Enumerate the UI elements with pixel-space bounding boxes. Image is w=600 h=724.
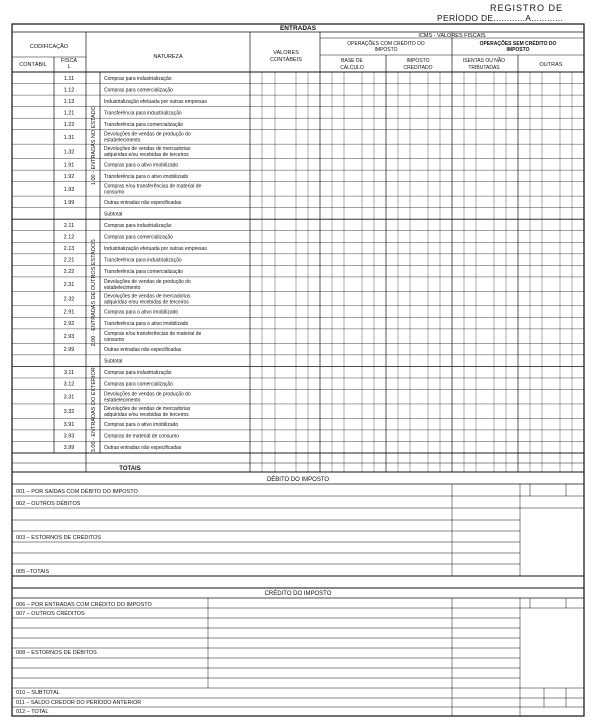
row-description: Devoluções de vendas de mercadorias [104,405,191,412]
base-header-cont: CÁLCULO [340,65,364,71]
sem-credito-header-cont: IMPOSTO [506,47,530,53]
debito-title: DÉBITO DO IMPOSTO [266,477,330,483]
row-code: 3.32 [63,409,75,416]
row-code: 2.92 [63,321,75,328]
row-description: estabelecimento [104,397,141,404]
group-label: 3.00 - ENTRADAS DO EXTERIOR [91,367,97,453]
debito-line-005: 005 –TOTAIS [16,569,50,575]
credito-line-007: 007 – OUTROS CRÉDITOS [16,611,85,617]
base-header: BASE DE [341,58,363,64]
imposto-header-cont: CREDITADO [403,65,433,71]
row-description: Devoluções de vendas de produção do [104,391,191,398]
group-label: 1.00 - ENTRADAS NO ESTADO [91,106,97,186]
row-code: 1.31 [63,134,75,141]
row-description: Industrialização efetuada por outras empresas [104,98,207,105]
row-description: Devoluções de vendas de produção do [104,278,191,285]
imposto-header: IMPOSTO [406,58,430,64]
natureza-header: NATUREZA [153,54,183,60]
row-description: Devoluções de vendas de produção do [104,131,191,138]
group-label: 2.00 - ENTRADAS DE OUTROS ESTADOS [91,239,97,347]
debito-line-001: 001 – POR SAÍDAS COM DÉBITO DO IMPOSTO [16,489,138,495]
row-description: Compras e/ou transferências de material de [104,330,202,337]
row-description: Compras para industrialização [104,222,172,229]
row-description: consumo [104,336,125,343]
row-description: Subtotal [104,211,123,218]
row-code: 1.22 [63,121,75,128]
row-code: 3.31 [63,394,75,401]
row-code: 2.99 [63,347,75,354]
row-description: Devoluções de vendas de mercadorias [104,146,191,153]
contabil-header: CONTÁBIL [19,62,47,68]
debito-line-002: 002 – OUTROS DÉBITOS [16,501,81,507]
row-code: 1.92 [63,173,75,180]
row-description: Compras para comercialização [104,234,173,241]
row-code: 2.11 [63,222,75,229]
entradas-rows [12,76,584,453]
row-code: 2.22 [63,269,75,276]
fiscal-header: FISCA [60,58,78,64]
row-description: Transferência para o ativo imobilizado [104,173,189,180]
row-description: Compras para o ativo imobilizado [104,422,179,429]
codificacao-header: CODIFICAÇÃO [29,44,69,50]
row-code: 1.12 [63,87,75,94]
outras-header: OUTRAS [539,62,563,68]
isentas-header: ISENTAS OU NÃO [462,58,506,64]
com-credito-header-cont: IMPOSTO [374,47,398,53]
row-description: Outras entradas não especificadas [104,347,182,354]
row-code: 2.91 [63,309,75,316]
credito-line-010: 010 – SUBTOTAL [16,690,60,696]
row-description: Outras entradas não especificadas [104,199,182,206]
valores-header: VALORES [273,50,299,56]
row-description: consumo [104,189,125,196]
row-code: 1.13 [63,98,75,105]
row-code: 3.12 [63,381,75,388]
credito-line-006: 006 – POR ENTRADAS COM CRÉDITO DO IMPOSTO [16,602,152,608]
isentas-header-cont: TRIBUTADAS [468,65,500,71]
row-description: estabelecimento [104,137,141,144]
row-code: 3.93 [63,433,75,440]
credito-title: CRÉDITO DO IMPOSTO [264,591,332,597]
period-field[interactable]: PERÍODO DE............A............ [437,13,564,23]
valores-header-cont: CONTÁBEIS [270,57,302,63]
row-code: 2.21 [63,257,75,264]
credito-line-012: 012 – TOTAL [16,709,49,715]
row-description: Compras para o ativo imobilizado [104,309,179,316]
debito-line-003: 003 – ESTORNOS DE CRÉDITOS [16,535,102,541]
row-code: 1.91 [63,162,75,169]
row-code: 1.99 [63,199,75,206]
row-description: adquiridas e/ou recebidas de terceiros [104,152,189,159]
row-code: 1.93 [63,186,75,193]
sem-credito-header: OPERAÇÕES SEM CRÉDITO DO [479,41,557,47]
row-description: Compras para industrialização [104,370,172,377]
row-description: Compras para industrialização [104,75,172,82]
row-description: Transferência para industrialização [104,257,182,264]
com-credito-header: OPERAÇÕES COM CRÉDITO DO [347,41,425,47]
row-description: Outras entradas não especificadas [104,445,182,452]
row-code: 1.21 [63,110,75,117]
row-description: Compras para comercialização [104,381,173,388]
fiscal-header-cont: L [67,64,71,70]
row-description: Industrialização efetuada por outras empresas [104,246,207,253]
credito-line-011: 011 – SALDO CREDOR DO PERÍODO ANTERIOR [16,700,142,706]
row-code: 3.91 [63,422,75,429]
row-description: Compras de material de consumo [104,433,180,440]
row-description: Subtotal [104,358,123,365]
entradas-title: ENTRADAS [279,25,317,32]
row-description: estabelecimento [104,284,141,291]
row-description: Transferência para industrialização [104,110,182,117]
row-description: Transferência para comercialização [104,121,184,128]
row-code: 2.32 [63,296,75,303]
form-title: REGISTRO DE [490,3,564,13]
row-description: adquiridas e/ou recebidas de terceiros [104,299,189,306]
totais-label: TOTAIS [119,466,141,472]
row-description: Transferência para comercialização [104,269,184,276]
credito-line-008: 008 – ESTORNOS DE DÉBITOS [16,650,97,656]
row-code: 2.13 [63,246,75,253]
row-description: adquiridas e/ou recebidas de terceiros [104,411,189,418]
row-description: Compras e/ou transferências de material de [104,183,202,190]
row-code: 1.32 [63,149,75,156]
icms-title: ICMS - VALORES FISCAIS [418,33,486,39]
row-code: 2.12 [63,234,75,241]
row-code: 2.31 [63,282,75,289]
row-description: Compras para o ativo imobilizado [104,162,179,169]
row-description: Devoluções de vendas de mercadorias [104,293,191,300]
form-frame [12,24,584,716]
row-code: 3.99 [63,445,75,452]
row-code: 3.11 [63,370,75,377]
row-description: Compras para comercialização [104,87,173,94]
row-code: 1.11 [63,75,75,82]
row-description: Transferência para o ativo imobilizado [104,321,189,328]
row-code: 2.93 [63,334,75,341]
